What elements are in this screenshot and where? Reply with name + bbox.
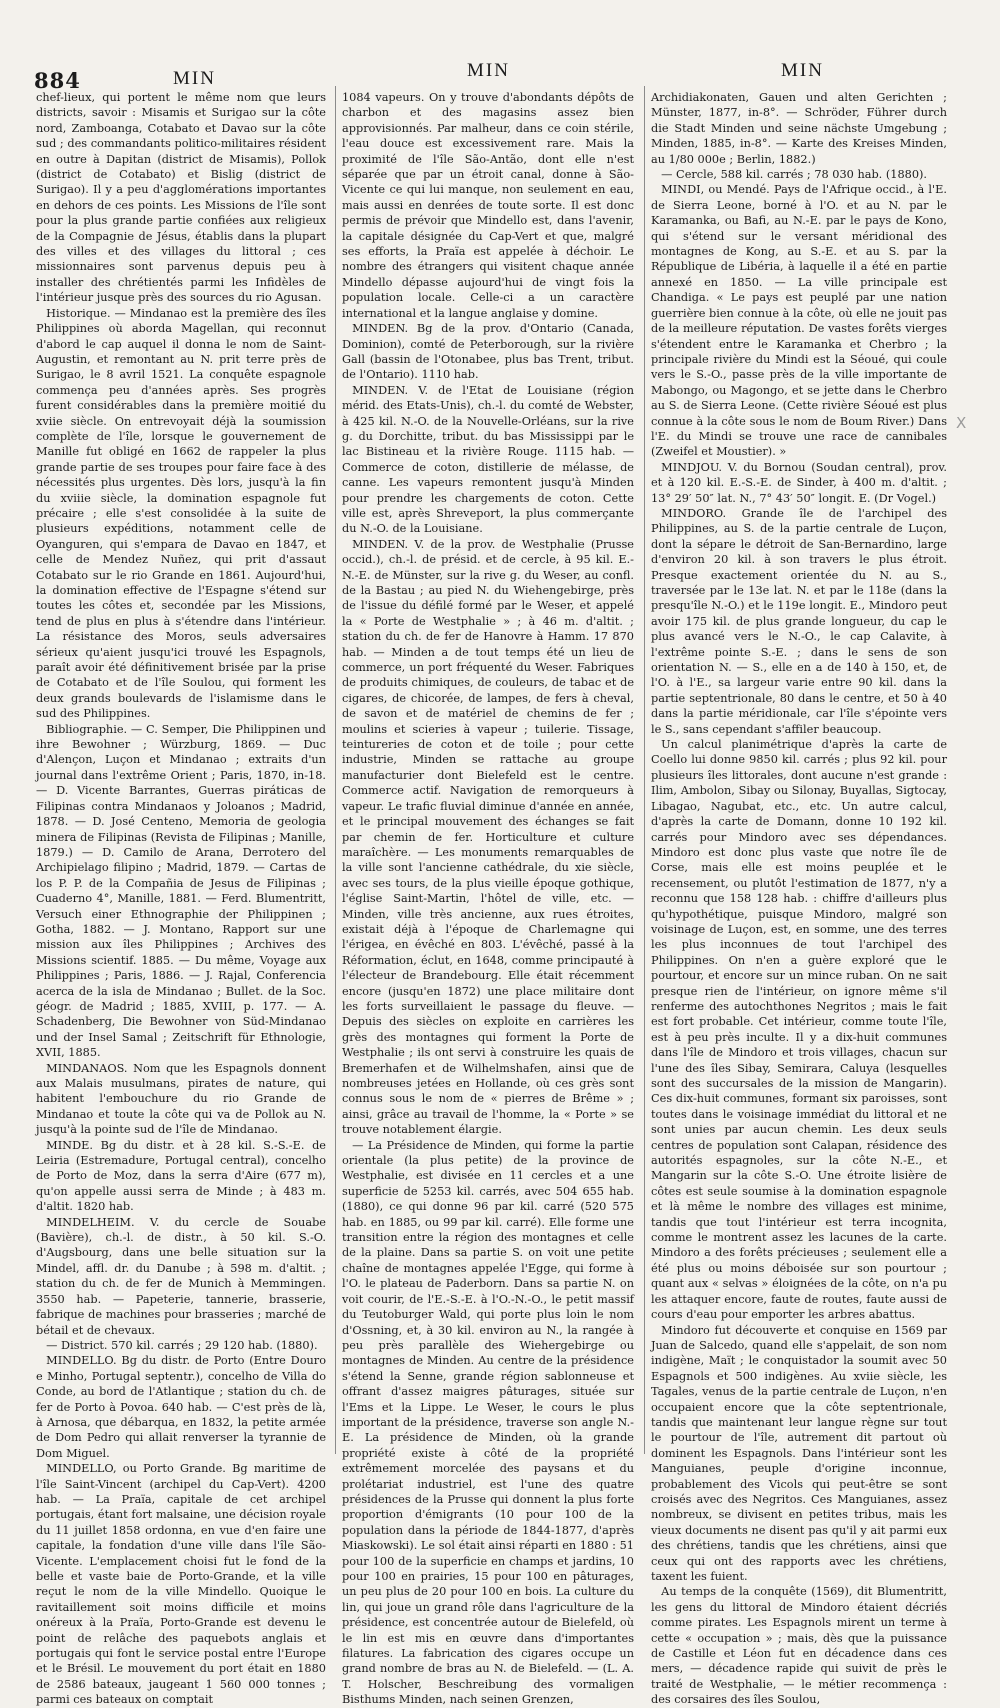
paragraph: Historique. — Mindanao est la première des îles Philippines où aborda Magellan, qui reconnut d'abord le cap auquel il donna le nom de Saint-Augustin, et remontant au N. prit terre près de Surigao, le 8 avril 1521. La conquête espagnole commença peu d'années après. Ses progrès furent considérables dans la première moitié du xviie siècle. On entrevoyait déjà la soumission complète de l'île, lorsque le gouvernement de Manille fut obligé en 1662 de rappeler la plus grande partie de ses troupes pour faire face à des nécessités plus urgentes. Dès lors, jusqu'à la fin du xviiie siècle, la domination espagnole fut précaire ; elle s'est consolidée à la suite de plusieurs expéditions, notamment celle de Oyanguren, qui s'empara de Davao en 1847, et celle de Mendez Nuñez, qui prit d'assaut Cotabato sur le rio Grande en 1861. Aujourd'hui, la domination effective de l'Espagne s'étend sur toutes les côtes et, secondée par les Missions, tend de plus en plus à s'étendre dans l'intérieur. La résistance des Moros, seuls adversaires sérieux qu'aient jusqu'ici trouvé les Espagnols, paraît avoir été définitivement brisée par la prise de Cotabato et de l'île Soulou, qui forment les deux grands boulevards de l'islamisme dans le sud des Philippines. [36, 306, 326, 721]
entry-mindi: MINDI, ou Mendé. Pays de l'Afrique occid., à l'E. de Sierra Leone, borné à l'O. et au N. par le Karamanka, ou Bafi, au N.-E. par le pays de Kono, qui s'étend sur le versant méridional des montagnes de Kong, au S.-E. et au S. par la République de Libéria, à laquelle il a été en partie annexé en 1850. — La ville principale est Chandiga. « Le pays est peuplé par une nation guerrière bien connue à la côte, où elle ne jouit pas de la meilleure réputation. De vastes forêts vierges s'étendent entre le Karamanka et Cherbro ; la principale rivière du Mindi est la Séoué, qui coule vers le S.-O., passe près de la ville importante de Mabongo, ou Magongo, et se jette dans le Cherbro au S. de Sierra Leone. (Cette rivière Séoué est plus connue à la côte sous le nom de Boum River.) Dans l'E. du Mindi se trouve une race de cannibales (Zweifel et Moustier). » [651, 183, 947, 459]
margin-mark: X [956, 414, 967, 432]
paragraph: 1084 vapeurs. On y trouve d'abondants dépôts de charbon et des magasins assez bien approvisionnés. Par malheur, dans ce coin stérile, l'eau douce est excessivement rare. Mais la proximité de l'île São-Antão, dont elle n'est séparée que par un étroit canal, donne à São-Vicente ce qui lui manque, non seulement en eau, mais aussi en denrées de toute sorte. Il est donc permis de prévoir que Mindello est, dans l'avenir, la capitale désignée du Cap-Vert et que, malgré ses efforts, la Praïa est appelée à déchoir. Le nombre des étrangers qui visitent chaque année Mindello dépasse aujourd'hui de vingt fois la population locale. Celle-ci a un caractère international et la langue anglaise y domine. [342, 91, 634, 320]
entry-mindelheim: MINDELHEIM. V. du cercle de Souabe (Bavière), ch.-l. de distr., à 50 kil. S.-O. d'Augsbourg, dans une belle situation sur la Mindel, affl. dr. du Danube ; à 598 m. d'altit. ; station du ch. de fer de Munich à Memmingen. 3550 hab. — Papeterie, tannerie, brasserie, fabrique de machines pour brasseries ; marché de bétail et de chevaux. [36, 1215, 326, 1337]
paragraph: Mindoro fut découverte et conquise en 1569 par Juan de Salcedo, quand elle s'appelait, de son nom indigène, Maït ; le conquistador la soumit avec 50 Espagnols et 500 indigènes. Au xviie siècle, les Tagales, venus de la partie centrale de Luçon, n'en occupaient encore que la côte septentrionale, tandis que maintenant leur langue règne sur tout le pourtour de l'île, autrement dit partout où dominent les Espagnols. Dans l'intérieur sont les Manguianes, peuple d'origine inconnue, probablement des Vicols qui peut-être se sont croisés avec des Negritos. Ces Manguianes, assez nombreux, se divisent en petites tribus, mais les vieux documents ne disent pas qu'il y ait parmi eux des chrétiens, tandis que les chrétiens, ainsi que ceux qui ont des rapports avec les chrétiens, taxent les fuient. [651, 1323, 947, 1583]
paragraph: — District. 570 kil. carrés ; 29 120 hab. (1880). [46, 1338, 318, 1352]
paragraph: Bibliographie. — C. Semper, Die Philippinen und ihre Bewohner ; Würzburg, 1869. — Duc d'Alençon, Luçon et Mindanao ; extraits d'un journal dans l'extrême Orient ; Paris, 1870, in-18. — D. Vicente Barrantes, Guerras piráticas de Filipinas contra Mindanaos y Joloanos ; Madrid, 1878. — D. José Centeno, Memoria de geologia minera de Filipinas (Revista de Filipinas ; Manille, 1879.) — D. Camilo de Arana, Derrotero del Archipielago filipino ; Madrid, 1879. — Cartas de los P. P. de la Compañia de Jesus de Filipinas ; Cuaderno 4°, Manille, 1881. — Ferd. Blumentritt, Versuch einer Ethnographie der Philippinen ; Gotha, 1882. — J. Montano, Rapport sur une mission aux îles Philippines ; Archives des Missions scientif. 1885. — Du même, Voyage aux Philippines ; Paris, 1886. — J. Rajal, Conferencia acerca de la isla de Mindanao ; Bullet. de la Soc. géogr. de Madrid ; 1885, XVIII, p. 177. — A. Schadenberg, Die Bewohner von Süd-Mindanao und der Insel Samal ; Zeitschrift für Ethnologie, XVII, 1885. [36, 722, 326, 1060]
running-head-center: MIN [467, 60, 510, 81]
page-number: 884 [34, 68, 81, 93]
running-head-right: MIN [781, 60, 824, 81]
text-column-3 [651, 90, 947, 1707]
paragraph: — Cercle, 588 kil. carrés ; 78 030 hab. (1880). [661, 168, 928, 182]
entry-mindello-porto-grande: MINDELLO, ou Porto Grande. Bg maritime de l'île Saint-Vincent (archipel du Cap-Vert). 4200 hab. — La Praïa, capitale de cet archipel portugais, étant fort malsaine, une décision royale du 11 juillet 1858 ordonna, en vue d'en faire une capitale, la fondation d'une ville dans l'île São-Vicente. L'emplacement choisi fut le fond de la belle et vaste baie de Porto-Grande, et la ville reçut le nom de la ville Mindello. Quoique le ravitaillement soit moins difficile et moins onéreux à la Praïa, Porto-Grande est devenu le point de relâche des paquebots anglais et portugais qui font le service postal entre l'Europe et le Brésil. Le mouvement du port était en 1880 de 2586 bateaux, jaugeant 1 560 000 tonnes ; parmi ces bateaux on comptait [36, 1462, 326, 1707]
entry-minden-louisiane: MINDEN. V. de l'Etat de Louisiane (région mérid. des Etats-Unis), ch.-l. du comté de Webster, à 425 kil. N.-O. de la Nouvelle-Orléans, sur la rive g. du Dorchitte, tribut. du bas Mississippi par le lac Bistineau et la rivière Rouge. 1115 hab. — Commerce de coton, distillerie de mélasse, de canne. Les vapeurs remontent jusqu'à Minden pour prendre les chargements de coton. Cette ville est, après Shreveport, la plus commerçante du N.-O. de la Louisiane. [342, 383, 634, 536]
paragraph: — La Présidence de Minden, qui forme la partie orientale (la plus petite) de la province de Westphalie, est divisée en 11 cercles et a une superficie de 5253 kil. carrés, avec 504 655 hab. (1880), ce qui donne 96 par kil. carré (520 575 hab. en 1885, ou 99 par kil. carré). Elle forme une transition entre la région des montagnes et celle de la plaine. Dans sa partie S. on voit une petite chaîne de montagnes appelée l'Egge, qui forme à l'O. le plateau de Paderborn. Dans sa partie N. on voit courir, de l'E.-S.-E. à l'O.-N.-O., le petit massif du Teutoburger Wald, qui porte plus loin le nom d'Ossning, et, à 30 kil. environ au N., la rangée à peu près parallèle des Wiehergebirge ou montagnes de Minden. Au centre de la présidence s'étend la Senne, grande région sablonneuse et offrant d'assez maigres pâturages, située sur l'Ems et la Lippe. Le Weser, le cours le plus important de la présidence, traverse son angle N.-E. La présidence de Minden, où la grande propriété existe à côté de la propriété extrêmement morcelée des paysans et du prolétariat industriel, est l'une des quatre présidences de la Prusse qui donnent la plus forte proportion d'émigrants (10 pour 100 de la population dans la période de 1844-1877, d'après Miaskowski). Le sol était ainsi réparti en 1880 : 51 pour 100 de la superficie en champs et jardins, 10 pour 100 en prairies, 15 pour 100 en pâturages, un peu plus de 20 pour 100 en bois. La culture du lin, qui joue un grand rôle dans l'agriculture de la présidence, est concentrée autour de Bielefeld, où le lin est mis en œuvre dans d'importantes filatures. La fabrication des cigares occupe un grand nombre de bras au N. de Bielefeld. — (L. A. T. Holscher, Beschreibung des vormaligen Bisthums Minden, nach seinen Grenzen, [342, 1138, 634, 1707]
column-divider [644, 86, 645, 1454]
paragraph: chef-lieux, qui portent le même nom que leurs districts, savoir : Misamis et Surigao sur la côte nord, Zamboanga, Cotabato et Davao sur la côte sud ; des commandants politico-militaires résident en outre à Dapitan (district de Misamis), Pollok (district de Cotabato) et Bislig (district de Surigao). Il y a peu d'agglomérations importantes en dehors de ces points. Les Missions de l'île sont pour la plus grande partie confiées aux religieux de la Compagnie de Jésus, établis dans la plupart des villes et des villages du littoral ; ces missionnaires sont parvenus depuis peu à installer des chrétientés parmi les Infidèles de l'intérieur jusque près des sources du rio Agusan. [36, 91, 326, 305]
text-column-2 [342, 90, 634, 1707]
text-column-1 [36, 90, 326, 1707]
entry-mindoro: MINDORO. Grande île de l'archipel des Philippines, au S. de la partie centrale de Luçon, dont la sépare le détroit de San-Bernardino, large d'environ 20 kil. à son travers le plus étroit. Presque exactement orientée du N. au S., traversée par le 13e lat. N. et par le 118e (dans la presqu'île N.-O.) et le 119e longit. E., Mindoro peut avoir 175 kil. de plus grande longueur, du cap le plus avancé vers le N.-O., le cap Calavite, à l'extrême pointe S.-E. ; dans le sens de son orientation N. — S., elle en a de 140 à 150, et, de l'O. à l'E., sa largeur varie entre 90 kil. dans la partie septentrionale, 80 dans le centre, et 50 à 40 dans la partie méridionale, car l'île s'épointe vers le S., sans cependant s'affiler beaucoup. [651, 506, 947, 736]
entry-mindello: MINDELLO. Bg du distr. de Porto (Entre Douro e Minho, Portugal septentr.), concelho de Villa do Conde, au bord de l'Atlantique ; station du ch. de fer de Porto à Povoa. 640 hab. — C'est près de là, à Arnosa, que débarqua, en 1832, la petite armée de Dom Pedro qui allait renverser la tyrannie de Dom Miguel. [36, 1354, 326, 1460]
paragraph: Archidiakonaten, Gauen und alten Gerichten ; Münster, 1877, in-8°. — Schröder, Führer durch die Stadt Minden und seine nächste Umgebung ; Minden, 1885, in-8°. — Karte des Kreises Minden, au 1/80 000e ; Berlin, 1882.) [651, 91, 947, 166]
entry-mindanaos: MINDANAOS. Nom que les Espagnols donnent aux Malais musulmans, pirates de nature, qui habitent l'embouchure du rio Grande de Mindanao et toute la côte qui va de Pollok au N. jusqu'à la pointe sud de l'île de Mindanao. [36, 1061, 326, 1137]
running-head-left: MIN [173, 68, 216, 89]
page-header [0, 52, 1000, 92]
column-divider [335, 86, 336, 1454]
paragraph: Au temps de la conquête (1569), dit Blumentritt, les gens du littoral de Mindoro étaient décriés comme pirates. Les Espagnols mirent un terme à cette « occupation » ; mais, dès que la puissance de Castille et Léon fut en décadence dans ces mers, — décadence rapide qui suivit de près le traité de Westphalie, — le métier recommença : des corsaires des îles Soulou, [651, 1585, 947, 1707]
entry-mindjou: MINDJOU. V. du Bornou (Soudan central), prov. et à 120 kil. E.-S.-E. de Sinder, à 400 m. d'altit. ; 13° 29′ 50″ lat. N., 7° 43′ 50″ longit. E. (Dr Vogel.) [651, 460, 947, 505]
entry-minde: MINDE. Bg du distr. et à 28 kil. S.-S.-E. de Leiria (Estremadure, Portugal central), concelho de Porto de Moz, dans la serra d'Aire (677 m), qu'on appelle aussi serra de Minde ; à 483 m. d'altit. 1820 hab. [36, 1138, 326, 1214]
entry-minden-canada: MINDEN. Bg de la prov. d'Ontario (Canada, Dominion), comté de Peterborough, sur la rivière Gall (bassin de l'Otonabee, plus bas Trent, tribut. de l'Ontario). 1110 hab. [342, 322, 634, 382]
entry-minden-westphalie: MINDEN. V. de la prov. de Westphalie (Prusse occid.), ch.-l. de présid. et de cercle, à 95 kil. E.-N.-E. de Münster, sur la rive g. du Weser, au confl. de la Bastau ; au pied N. du Wiehengebirge, près de l'issue du défilé formé par le Weser, et appelé la « Porte de Westphalie » ; à 46 m. d'altit. ; station du ch. de fer de Hanovre à Hamm. 17 870 hab. — Minden a de tout temps été un lieu de commerce, un port fréquenté du Weser. Fabriques de produits chimiques, de couleurs, de tabac et de cigares, de chicorée, de lampes, de fers à cheval, de savon et de matériel de chemins de fer ; moulins et scieries à vapeur ; tuilerie. Tissage, teintureries de coton et de toile ; pour cette industrie, Minden se rattache au groupe manufacturier dont Bielefeld est le centre. Commerce actif. Navigation de remorqueurs à vapeur. Le trafic fluvial diminue d'année en année, et le principal mouvement des échanges se fait par chemin de fer. Horticulture et culture maraîchère. — Les monuments remarquables de la ville sont l'ancienne cathédrale, du xie siècle, avec ses tours, de la plus vieille époque gothique, l'église Saint-Martin, l'hôtel de ville, etc. — Minden, ville très ancienne, aux rues étroites, existait déjà à l'époque de Charlemagne qui l'érigea, en évêché en 803. L'évêché, passé à la Réformation, éclut, en 1648, comme principauté à l'électeur de Brandebourg. Elle était récemment encore (jusqu'en 1872) une place militaire dont les forts surveillaient le passage du fleuve. — Depuis des siècles on exploite en carrières les grès des montagnes qui forment la Porte de Westphalie ; ils ont servi à construire les quais de Bremerhafen et de Wilhelmshafen, ainsi que de nombreuses jetées en Hollande, où ces grès sont connus sous le nom de « pierres de Brême » ; ainsi, grâce au travail de l'homme, la « Porte » se trouve notablement élargie. [342, 537, 634, 1137]
paragraph: Un calcul planimétrique d'après la carte de Coello lui donne 9850 kil. carrés ; plus 92 kil. pour plusieurs îles littorales, dont aucune n'est grande : Ilim, Ambolon, Sibay ou Silonay, Buyallas, Sigtocay, Libagao, Nagubat, etc., etc. Un autre calcul, d'après la carte de Domann, donne 10 192 kil. carrés pour Mindoro avec ses dépendances. Mindoro est donc plus vaste que notre île de Corse, mais elle est moins peuplée et le recensement, ou plutôt l'estimation de 1877, n'y a reconnu que 158 128 hab. : chiffre d'ailleurs plus qu'hypothétique, puisque Mindoro, malgré son voisinage de Luçon, est, en somme, une des terres les plus inconnues de tout l'archipel des Philippines. On n'en a guère exploré que le pourtour, et encore sur un mince ruban. On ne sait presque rien de l'intérieur, on ignore même s'il renferme des autochthones Negritos ; mais le fait est fort probable. Cet intérieur, comme toute l'île, est à peu près inculte. Il y a dix-huit communes dans l'île de Mindoro et trois villages, chacun sur l'une des îles Sibay, Semirara, Caluya (lesquelles sont des succursales de la mission de Mangarin). Ces dix-huit communes, formant six paroisses, sont toutes dans le voisinage immédiat du littoral et ne sont unies par aucun chemin. Les deux seuls centres de population sont Calapan, résidence des autorités espagnoles, sur la côte N.-E., et Mangarin sur la côte S.-O. Une étroite lisière de côtes est seule soumise à la domination espagnole et là même le nombre des villages est minime, tandis que tout l'intérieur est terra incognita, comme le montrent assez les lacunes de la carte. Mindoro a des forêts précieuses ; seulement elle a été plus ou moins déboisée sur son pourtour ; quant aux « selvas » éloignées de la côte, on n'a pu les attaquer encore, faute de routes, faute aussi de cours d'eau pour emporter les arbres abattus. [651, 738, 947, 1322]
